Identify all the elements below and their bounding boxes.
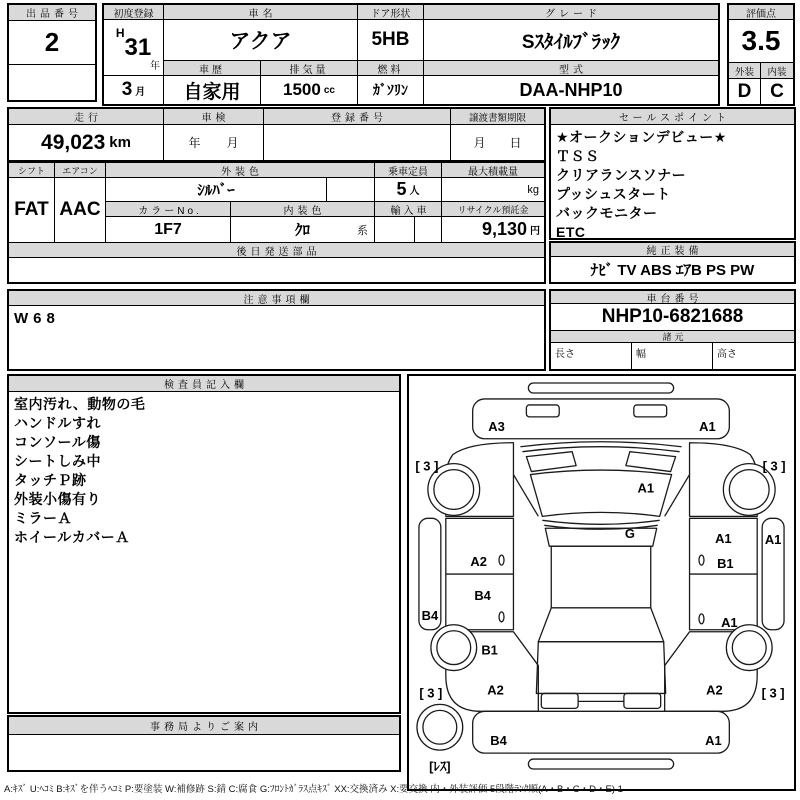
interior-grade: C bbox=[770, 80, 784, 102]
list-line: 室内汚れ、動物の毛 bbox=[14, 396, 146, 412]
color-no-value: 1F7 bbox=[106, 217, 231, 243]
mileage-value: 49,023 km bbox=[9, 125, 164, 160]
damage-code-label: A1 bbox=[721, 614, 738, 630]
damage-code-label: A1 bbox=[637, 480, 655, 496]
damage-code-label: [ 3 ] bbox=[761, 685, 785, 701]
transfer-deadline-header: 譲渡書類期限 bbox=[451, 109, 544, 125]
car-name-value: アクア bbox=[164, 20, 358, 61]
list-line: バックモニター bbox=[556, 205, 658, 221]
aircon-value: AAC bbox=[55, 178, 106, 243]
damage-code-label: B4 bbox=[421, 607, 439, 623]
list-line: ハンドルすれ bbox=[14, 415, 101, 431]
list-line: タッチＰ跡 bbox=[14, 472, 87, 488]
history-header: 車歴 bbox=[164, 61, 261, 76]
model-code-value: DAA-NHP10 bbox=[519, 79, 623, 100]
damage-code-label: A1 bbox=[764, 532, 782, 548]
notice-box bbox=[7, 289, 546, 371]
spec-width-cell: 幅 bbox=[632, 343, 713, 369]
later-parts-header: 後日発送部品 bbox=[9, 243, 544, 258]
score-header: 評価点 bbox=[729, 5, 793, 20]
int-color-header: 内装色 bbox=[231, 202, 375, 217]
displacement-value: 1500 cc bbox=[261, 76, 358, 104]
grade-header: グレード bbox=[424, 5, 718, 20]
mileage-band bbox=[7, 107, 546, 162]
damage-code-label: B1 bbox=[481, 642, 498, 658]
notice-value: W68 bbox=[14, 310, 60, 327]
max-load-value: kg bbox=[442, 178, 544, 202]
reg-number-header: 登録番号 bbox=[264, 109, 451, 125]
door-shape-value: 5HB bbox=[358, 20, 424, 61]
inspector-notes-box bbox=[7, 374, 401, 714]
transfer-deadline-value: 月 日 bbox=[473, 136, 522, 150]
spec-length-cell: 長さ bbox=[551, 343, 632, 369]
mileage-header: 走行 bbox=[9, 109, 164, 125]
door-shape-header: ドア形状 bbox=[358, 5, 424, 20]
aircon-header: エアコン bbox=[55, 163, 106, 178]
list-line: シートしみ中 bbox=[14, 453, 101, 469]
car-damage-diagram bbox=[407, 374, 796, 791]
fuel-header: 燃料 bbox=[358, 61, 424, 76]
car-name-header: 車名 bbox=[164, 5, 358, 20]
color-capacity-band bbox=[7, 161, 546, 284]
chassis-value: NHP10-6821688 bbox=[551, 304, 794, 331]
shift-header: シフト bbox=[9, 163, 55, 178]
list-line: ETC bbox=[556, 224, 586, 238]
office-info-value bbox=[9, 735, 399, 770]
sales-points-list bbox=[551, 125, 794, 238]
lot-number-header: 出品番号 bbox=[9, 5, 95, 21]
office-info-header: 事務局よりご案内 bbox=[9, 717, 399, 735]
first-reg-year-value: H 31 年 bbox=[104, 20, 164, 76]
damage-code-label: A1 bbox=[705, 733, 722, 749]
inspection-value: 年 月 bbox=[164, 125, 264, 160]
recycle-value: 9,130 円 bbox=[442, 217, 544, 243]
history-value: 自家用 bbox=[164, 76, 261, 104]
vehicle-info-table bbox=[102, 3, 720, 106]
list-line: ホイールカバーＡ bbox=[14, 529, 130, 545]
list-line: クリアランスソナー bbox=[556, 167, 687, 183]
chassis-header: 車台番号 bbox=[551, 291, 794, 304]
fuel-value: ｶﾞｿﾘﾝ bbox=[358, 76, 424, 104]
damage-code-label: B4 bbox=[490, 733, 507, 749]
import-value-cell-1 bbox=[375, 217, 415, 243]
import-value-cell-2 bbox=[415, 217, 442, 243]
damage-code-label: A2 bbox=[487, 682, 504, 698]
damage-code-label: A1 bbox=[715, 531, 732, 547]
max-load-header: 最大積載量 bbox=[442, 163, 544, 178]
first-reg-month-value: 3 月 bbox=[104, 76, 164, 104]
later-parts-value bbox=[9, 258, 544, 282]
ext-color-value: ｼﾙﾊﾞｰ bbox=[106, 178, 327, 202]
damage-code-label: [ﾚｽ] bbox=[429, 759, 451, 775]
ext-color-header: 外装色 bbox=[106, 163, 375, 178]
score-value: 3.5 bbox=[729, 20, 793, 63]
capacity-header: 乗車定員 bbox=[375, 163, 442, 178]
interior-header: 内装 bbox=[761, 63, 793, 79]
damage-code-legend: A:ｷｽﾞ U:ﾍｺﾐ B:ｷｽﾞを伴うﾍｺﾐ P:要塗装 W:補修跡 S:錆 C:腐食 G:ﾌﾛﾝﾄｶﾞﾗｽ点ｷｽﾞ XX:交換済み X:要交換 内・外装評価 5段階ﾗﾝｸ順(A・B・C・D・E) 1 bbox=[4, 784, 623, 795]
damage-code-label: A1 bbox=[699, 418, 716, 434]
inspector-notes-list bbox=[9, 392, 399, 712]
grade-value: Sｽﾀｲﾙﾌﾞﾗｯｸ bbox=[424, 20, 718, 61]
lot-number-box bbox=[7, 3, 97, 102]
ext-color-empty-cell bbox=[327, 178, 375, 202]
shift-value: FAT bbox=[9, 178, 55, 243]
car-outline bbox=[409, 376, 794, 789]
damage-code-label: A3 bbox=[488, 418, 505, 434]
damage-code-label: [ 3 ] bbox=[419, 685, 443, 701]
int-color-value: ｸﾛ 系 bbox=[231, 217, 375, 243]
spec-height-cell: 高さ bbox=[717, 349, 737, 360]
damage-code-label: A2 bbox=[706, 682, 723, 698]
damage-code-label: A2 bbox=[470, 554, 487, 570]
list-line: ＴＳＳ bbox=[556, 148, 600, 164]
inspector-notes-header: 検査員記入欄 bbox=[9, 376, 399, 392]
sales-points-box bbox=[549, 107, 796, 240]
first-reg-header: 初度登録 bbox=[104, 5, 164, 20]
equipment-box bbox=[549, 241, 796, 284]
damage-code-label: B4 bbox=[474, 587, 491, 603]
lot-number-empty-cell bbox=[9, 65, 95, 100]
damage-code-label: B1 bbox=[717, 556, 734, 572]
capacity-value: 5 人 bbox=[375, 178, 442, 202]
list-line: 外装小傷有り bbox=[14, 491, 101, 507]
color-no-header: カラーNo. bbox=[106, 202, 231, 217]
score-box bbox=[727, 3, 795, 106]
list-line: ★オークションデビュー★ bbox=[556, 129, 727, 145]
notice-header: 注意事項欄 bbox=[9, 291, 544, 306]
displacement-header: 排気量 bbox=[261, 61, 358, 76]
reg-number-value bbox=[264, 125, 451, 160]
equipment-header: 純正装備 bbox=[551, 243, 794, 257]
damage-code-label: [ 3 ] bbox=[415, 458, 439, 474]
exterior-header: 外装 bbox=[729, 63, 761, 79]
damage-code-label: [ 3 ] bbox=[762, 458, 786, 474]
inspection-header: 車検 bbox=[164, 109, 264, 125]
recycle-header: リサイクル預託金 bbox=[442, 202, 544, 217]
damage-code-label: G bbox=[624, 526, 635, 542]
exterior-grade: D bbox=[729, 79, 761, 104]
equipment-value: ﾅﾋﾞ TV ABS ｴｱB PS PW bbox=[590, 262, 755, 279]
model-code-header: 型式 bbox=[424, 61, 718, 76]
list-line: プッシュスタート bbox=[556, 186, 671, 202]
chassis-box bbox=[549, 289, 796, 371]
lot-number-value: 2 bbox=[9, 21, 95, 65]
list-line: コンソール傷 bbox=[14, 434, 101, 450]
office-info-box bbox=[7, 715, 401, 772]
import-header: 輸入車 bbox=[375, 202, 442, 217]
sales-points-header: セールスポイント bbox=[551, 109, 794, 125]
specs-header: 諸元 bbox=[551, 331, 794, 343]
list-line: ミラーＡ bbox=[14, 510, 72, 526]
